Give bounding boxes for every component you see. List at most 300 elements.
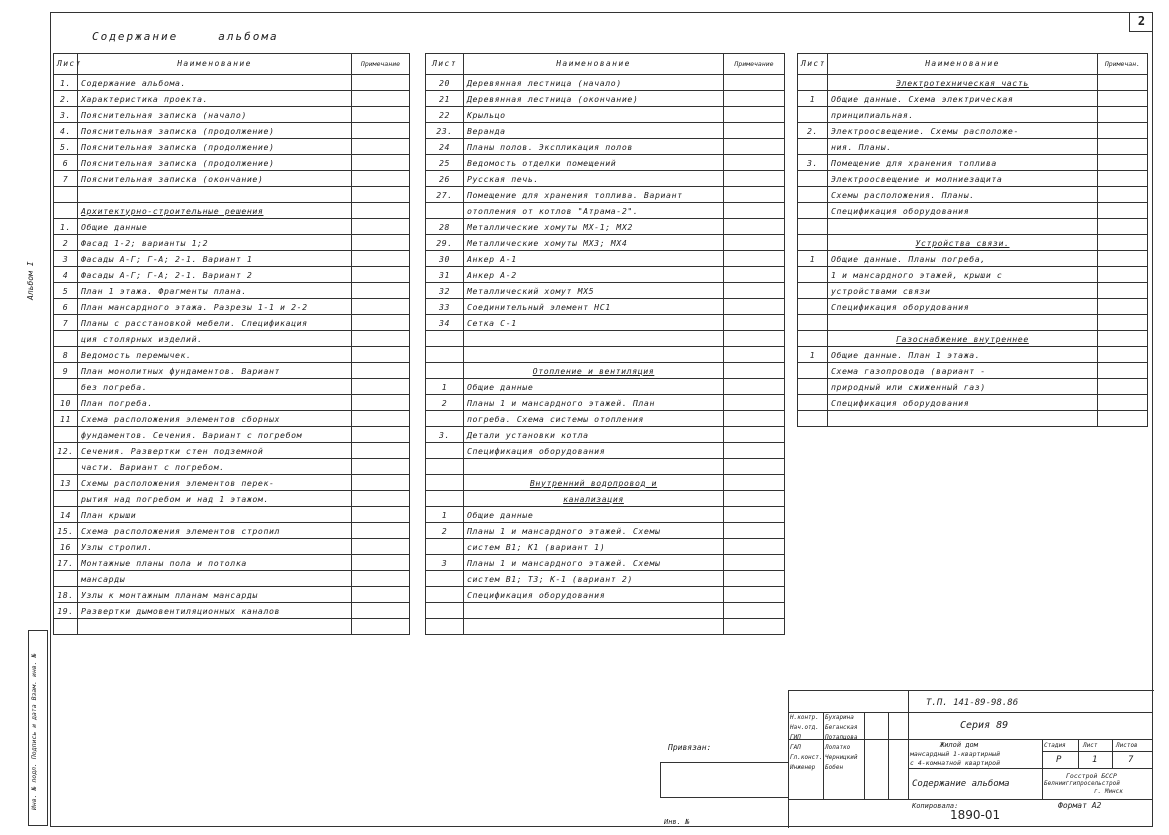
note-cell [724,155,785,171]
sheet-number-cell [54,187,78,203]
note-cell [352,171,410,187]
note-cell [1098,347,1148,363]
note-cell [1098,123,1148,139]
note-cell [1098,315,1148,331]
sheet-number-cell [54,203,78,219]
register-row [426,427,785,443]
register-row [798,395,1148,411]
register-row [426,91,785,107]
register-row [798,315,1148,331]
sheet-number-cell: 1. [54,219,78,235]
item-name-cell: Пояснительная записка (начало) [78,107,352,123]
project-line-1: Жилой дом [940,741,978,749]
register-row [54,123,410,139]
sheet-number-cell [798,107,828,123]
sheet-number-cell [426,203,464,219]
register-row [426,459,785,475]
register-row [426,603,785,619]
hdr-sheet: Лист [426,54,464,75]
item-name-cell: Общие данные. План 1 этажа. [828,347,1098,363]
register-row [798,75,1148,91]
note-cell [724,539,785,555]
sheet-number-cell: 1. [54,75,78,91]
item-name-cell: Спецификация оборудования [828,203,1098,219]
sheet-number-cell: 3. [54,107,78,123]
sheet-number-cell [798,139,828,155]
sheet-number-cell: 24 [426,139,464,155]
note-cell [1098,331,1148,347]
note-cell [352,443,410,459]
register-row [798,91,1148,107]
item-name-cell: Спецификация оборудования [828,299,1098,315]
note-cell [724,123,785,139]
item-name-cell: Электроосвещение и молниезащита [828,171,1098,187]
doc-code: Т.П. 141-89-98.86 [926,698,1019,708]
item-name-cell: Анкер А-1 [464,251,724,267]
sheet-number-cell: 13 [54,475,78,491]
sheet-number-cell: 30 [426,251,464,267]
note-cell [724,379,785,395]
item-name-cell: погреба. Схема системы отопления [464,411,724,427]
note-cell [724,603,785,619]
sheet-number-cell [798,395,828,411]
item-name-cell: мансарды [78,571,352,587]
register-row [54,155,410,171]
hdr-name: Наименование [828,54,1098,75]
item-name-cell [464,603,724,619]
note-cell [1098,139,1148,155]
item-name-cell: Общие данные [78,219,352,235]
note-cell [352,603,410,619]
register-row [54,107,410,123]
note-cell [724,347,785,363]
note-cell [724,219,785,235]
item-name-cell: План 1 этажа. Фрагменты плана. [78,283,352,299]
sheets-header: Листов [1116,742,1138,749]
sheet-number-cell: 7 [54,315,78,331]
register-row [426,155,785,171]
item-name-cell: систем В1; Т3; К-1 (вариант 2) [464,571,724,587]
register-row [798,187,1148,203]
note-cell [352,539,410,555]
note-cell [352,123,410,139]
item-name-cell: принципиальная. [828,107,1098,123]
item-name-cell: Фасады А-Г; Г-А; 2-1. Вариант 1 [78,251,352,267]
note-cell [1098,235,1148,251]
sheet-number-cell: 1 [798,251,828,267]
register-row [426,139,785,155]
inv-label: Инв. № [664,818,690,826]
sheet-number-cell [798,267,828,283]
sheet-number-cell: 9 [54,363,78,379]
sheet-number-cell: 17. [54,555,78,571]
register-row [54,235,410,251]
item-name-cell: Газоснабжение внутреннее [828,331,1098,347]
register-row [426,443,785,459]
person-name: Бобен [825,764,844,771]
register-row [426,251,785,267]
title-word-2: альбома [218,30,279,43]
note-cell [352,363,410,379]
org-line-1: Госстрой БССР [1066,772,1117,780]
note-cell [352,507,410,523]
item-name-cell: части. Вариант с погребом. [78,459,352,475]
item-name-cell: План мансардного этажа. Разрезы 1-1 и 2-2 [78,299,352,315]
sheet-title: Содержание альбома [912,779,1010,789]
sheet-number-cell: 22 [426,107,464,123]
item-name-cell: ния. Планы. [828,139,1098,155]
note-cell [724,267,785,283]
register-row [54,587,410,603]
register-row [426,587,785,603]
sheet-number-cell: 6 [54,299,78,315]
item-name-cell: Сечения. Развертки стен подземной [78,443,352,459]
item-name-cell [464,619,724,635]
item-name-cell [828,219,1098,235]
register-row [798,107,1148,123]
note-cell [724,523,785,539]
sheet-number-cell: 1 [426,379,464,395]
note-cell [352,251,410,267]
sheet-number-cell [426,347,464,363]
note-cell [724,475,785,491]
note-cell [352,283,410,299]
note-cell [724,507,785,523]
sheet-number-cell [426,491,464,507]
register-row [426,283,785,299]
register-row [54,315,410,331]
note-cell [724,203,785,219]
note-cell [352,587,410,603]
register-row [54,203,410,219]
register-row [426,299,785,315]
item-name-cell: Архитектурно-строительные решения [78,203,352,219]
note-cell [352,379,410,395]
item-name-cell: Помещение для хранения топлива. Вариант [464,187,724,203]
register-row [54,171,410,187]
sheet-number-cell: 27. [426,187,464,203]
note-cell [1098,91,1148,107]
note-cell [724,443,785,459]
register-table-3 [797,53,1148,427]
item-name-cell: Спецификация оборудования [828,395,1098,411]
register-row [798,331,1148,347]
register-row [798,123,1148,139]
item-name-cell: Устройства связи. [828,235,1098,251]
register-row [54,539,410,555]
handwritten-number: 1890-01 [950,808,1001,822]
note-cell [352,411,410,427]
role-label: Нач.отд. [790,724,819,731]
item-name-cell: Содержание альбома. [78,75,352,91]
register-row [426,555,785,571]
register-row [426,571,785,587]
sheet-number-cell: 4. [54,123,78,139]
register-row [426,507,785,523]
item-name-cell: Общие данные. Планы погреба, [828,251,1098,267]
item-name-cell: План погреба. [78,395,352,411]
item-name-cell: Пояснительная записка (продолжение) [78,155,352,171]
sheet-number-cell: 12. [54,443,78,459]
item-name-cell: Планы 1 и мансардного этажей. План [464,395,724,411]
item-name-cell: Планы 1 и мансардного этажей. Схемы [464,555,724,571]
sheet-number-cell: 34 [426,315,464,331]
note-cell [352,203,410,219]
item-name-cell [464,459,724,475]
title-word-1: Содержание [92,30,179,43]
note-cell [724,171,785,187]
register-table-2 [425,53,785,635]
item-name-cell: Общие данные [464,379,724,395]
item-name-cell: 1 и мансардного этажей, крыши с [828,267,1098,283]
sheet-number-cell: 2 [54,235,78,251]
item-name-cell: Характеристика проекта. [78,91,352,107]
item-name-cell: устройствами связи [828,283,1098,299]
series: Серия 89 [960,720,1009,731]
item-name-cell: Схема расположения элементов стропил [78,523,352,539]
note-cell [1098,363,1148,379]
note-cell [1098,251,1148,267]
item-name-cell: рытия над погребом и над 1 этажом. [78,491,352,507]
sheet-number-cell: 3 [54,251,78,267]
sheet-number-cell: 33 [426,299,464,315]
sheet-number-cell: 21 [426,91,464,107]
register-row [426,475,785,491]
note-cell [352,475,410,491]
sheet-number-cell: 2 [426,523,464,539]
note-cell [724,331,785,347]
format-label: Формат А2 [1058,801,1102,810]
note-cell [352,555,410,571]
note-cell [724,251,785,267]
org-line-3: г. Минск [1094,788,1123,795]
sheet-number-cell [426,619,464,635]
sheet-number-cell [426,411,464,427]
register-row [54,283,410,299]
register-row [54,187,410,203]
item-name-cell: Пояснительная записка (окончание) [78,171,352,187]
note-cell [352,331,410,347]
note-cell [724,299,785,315]
role-label: Н.контр. [790,714,819,721]
register-row [426,171,785,187]
sheet-number-cell: 11 [54,411,78,427]
sheet-number-cell: 15. [54,523,78,539]
sheet-number-cell: 8 [54,347,78,363]
sheet-value: 1 [1092,755,1098,765]
sheet-number-cell [798,331,828,347]
note-cell [724,491,785,507]
note-cell [724,315,785,331]
stage-value: Р [1056,755,1062,765]
hdr-name: Наименование [78,54,352,75]
note-cell [352,219,410,235]
person-name: Бухарина [825,714,854,721]
role-label: Инженер [790,764,816,771]
register-row [426,107,785,123]
item-name-cell: Схема расположения элементов сборных [78,411,352,427]
person-name: Потапцова [825,734,858,741]
register-row [426,235,785,251]
sheet-number-cell: 1 [798,347,828,363]
note-cell [1098,107,1148,123]
register-row [426,379,785,395]
sheet-number: 2 [1129,12,1153,32]
sheet-header: Лист [1083,742,1098,749]
item-name-cell: Металлические хомуты МХ-1; МХ2 [464,219,724,235]
note-cell [352,139,410,155]
register-row [54,603,410,619]
sheet-number-cell [54,571,78,587]
note-cell [1098,203,1148,219]
register-row [426,619,785,635]
note-cell [1098,187,1148,203]
item-name-cell [78,187,352,203]
item-name-cell: Пояснительная записка (продолжение) [78,123,352,139]
sheet-number-cell: 3 [426,555,464,571]
item-name-cell: систем В1; К1 (вариант 1) [464,539,724,555]
register-row [54,523,410,539]
register-row [426,331,785,347]
register-row [798,203,1148,219]
sheet-number-cell [798,283,828,299]
sheet-number-cell: 4 [54,267,78,283]
item-name-cell [828,411,1098,427]
register-row [426,395,785,411]
hdr-note: Примечание [352,54,410,75]
sheet-number-cell: 10 [54,395,78,411]
sheet-number-cell: 16 [54,539,78,555]
sheets-value: 7 [1128,755,1134,765]
item-name-cell: Фасад 1-2; варианты 1;2 [78,235,352,251]
person-name: Черницкий [825,754,858,761]
register-row [54,267,410,283]
register-row [798,347,1148,363]
item-name-cell: Спецификация оборудования [464,587,724,603]
hdr-sheet: Лист [798,54,828,75]
sheet-number-cell [426,475,464,491]
note-cell [1098,267,1148,283]
item-name-cell: Планы 1 и мансардного этажей. Схемы [464,523,724,539]
item-name-cell: Русская печь. [464,171,724,187]
note-cell [352,75,410,91]
item-name-cell: Развертки дымовентиляционных каналов [78,603,352,619]
item-name-cell: отопления от котлов "Атрама-2". [464,203,724,219]
register-row [54,427,410,443]
role-label: ГАП [790,744,801,751]
role-label: ГИП [790,734,801,741]
item-name-cell: Сетка С-1 [464,315,724,331]
note-cell [1098,395,1148,411]
note-cell [724,427,785,443]
item-name-cell: Электротехническая часть [828,75,1098,91]
item-name-cell: Ведомость отделки помещений [464,155,724,171]
sheet-number-cell [426,363,464,379]
item-name-cell: ция столярных изделий. [78,331,352,347]
register-row [426,203,785,219]
register-row [798,155,1148,171]
sheet-number-cell [798,203,828,219]
note-cell [352,299,410,315]
register-row [426,363,785,379]
note-cell [724,187,785,203]
sheet-number-cell: 5. [54,139,78,155]
item-name-cell: Деревянная лестница (начало) [464,75,724,91]
item-name-cell: Веранда [464,123,724,139]
album-title [92,30,319,43]
stamp-strip-box [28,630,48,826]
note-cell [352,619,410,635]
person-name: Беганская [825,724,858,731]
note-cell [1098,75,1148,91]
copied-label: Копировала: [912,802,959,810]
note-cell [352,523,410,539]
org-line-2: Белнииггипросельстрой [1044,780,1120,787]
hdr-name: Наименование [464,54,724,75]
register-row [54,571,410,587]
note-cell [352,459,410,475]
sheet-number-cell [798,171,828,187]
note-cell [1098,283,1148,299]
note-cell [352,107,410,123]
item-name-cell: План монолитных фундаментов. Вариант [78,363,352,379]
register-row [54,219,410,235]
sheet-number-cell [798,411,828,427]
sheet-number-cell [798,235,828,251]
register-row [798,363,1148,379]
item-name-cell: Внутренний водопровод и [464,475,724,491]
sheet-number-cell: 23. [426,123,464,139]
bound-label: Привязан: [668,743,712,752]
note-cell [724,395,785,411]
stage-header: Стадия [1044,742,1066,749]
note-cell [352,187,410,203]
item-name-cell [464,331,724,347]
item-name-cell: природный или сжиженный газ) [828,379,1098,395]
register-row [798,171,1148,187]
note-cell [724,363,785,379]
note-cell [724,107,785,123]
stamp-strip: Инв. № подл. Подпись и дата Взам. инв. № [30,653,38,810]
note-cell [352,91,410,107]
register-row [54,363,410,379]
sheet-number-cell: 14 [54,507,78,523]
register-row [54,411,410,427]
sheet-number-cell: 19. [54,603,78,619]
sheet-number-cell: 31 [426,267,464,283]
item-name-cell: Монтажные планы пола и потолка [78,555,352,571]
item-name-cell: Отопление и вентиляция [464,363,724,379]
register-table-1 [53,53,410,635]
sheet-number-cell: 6 [54,155,78,171]
note-cell [352,571,410,587]
register-row [798,235,1148,251]
register-row [426,123,785,139]
item-name-cell [78,619,352,635]
sheet-number-cell [426,587,464,603]
sheet-number-cell [798,363,828,379]
item-name-cell: Планы с расстановкой мебели. Спецификация [78,315,352,331]
hdr-sheet: Лист [54,54,78,75]
sheet-number-cell [798,187,828,203]
sheet-number-cell: 3. [426,427,464,443]
item-name-cell: Фасады А-Г; Г-А; 2-1. Вариант 2 [78,267,352,283]
sheet-number-cell [798,219,828,235]
note-cell [352,235,410,251]
sheet-number-cell [798,379,828,395]
register-row [426,267,785,283]
item-name-cell [464,347,724,363]
